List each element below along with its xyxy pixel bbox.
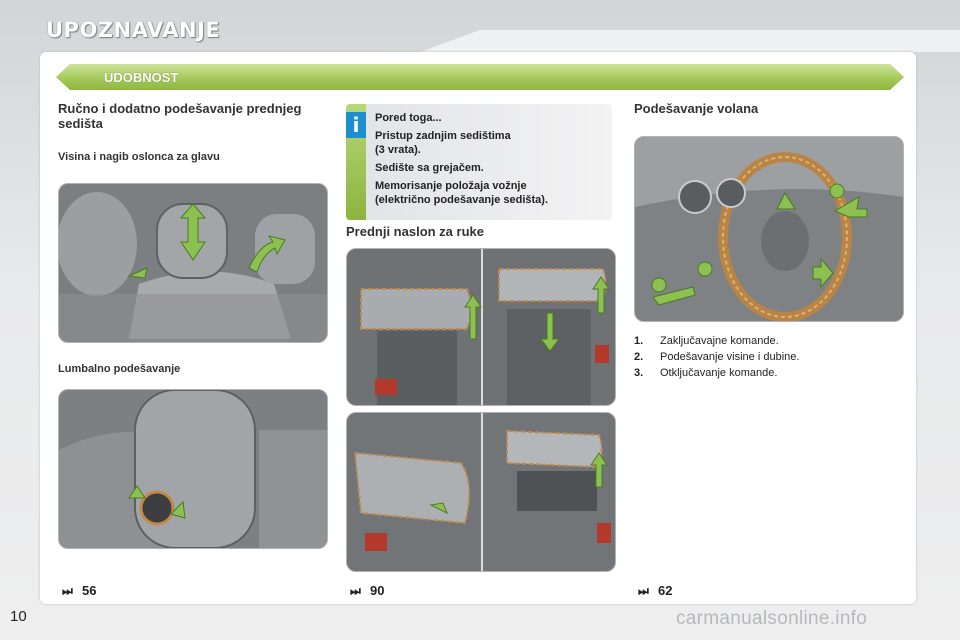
legend-item — [634, 350, 799, 364]
steering-illustration — [635, 137, 903, 321]
steering-photo — [634, 136, 904, 322]
armrest-illustration-bottom — [347, 413, 615, 571]
page-link-icon: ⏭ — [62, 584, 73, 598]
ref-56[interactable] — [62, 583, 96, 599]
legend-number: 1. — [634, 335, 644, 347]
legend-text: Podešavanje visine i dubine. — [660, 351, 800, 363]
ref-90-label: 90 — [370, 583, 385, 598]
armrest-photo-top — [346, 248, 616, 406]
info-title: Pored toga... — [375, 112, 442, 124]
headrest-illustration — [59, 184, 327, 342]
page-title: UPOZNAVANJE — [46, 18, 221, 42]
info-line: (električno podešavanje sedišta). — [375, 194, 549, 206]
section-title: UDOBNOST — [104, 70, 179, 85]
section-bar — [56, 64, 904, 90]
headrest-photo — [58, 183, 328, 343]
lumbar-subheading: Lumbalno podešavanje — [58, 363, 181, 375]
seat-adjust-heading: Ručno i dodatno podešavanje prednjeg sedišta — [58, 101, 302, 131]
armrest-photo-bottom — [346, 412, 616, 572]
info-line: Sedište sa grejačem. — [375, 162, 484, 174]
info-line: Memorisanje položaja vožnje — [375, 180, 527, 192]
armrest-illustration-top — [347, 249, 615, 405]
watermark: carmanualsonline.info — [676, 608, 868, 629]
ref-62[interactable] — [638, 583, 672, 599]
legend-item — [634, 334, 779, 348]
page-link-icon: ⏭ — [638, 584, 649, 598]
legend-number: 3. — [634, 367, 644, 379]
legend-text: Zaključavajne komande. — [660, 335, 779, 347]
page-link-icon: ⏭ — [350, 584, 361, 598]
lumbar-photo — [58, 389, 328, 549]
page-number: 10 — [10, 608, 27, 625]
info-icon: i — [346, 112, 366, 138]
info-line: Pristup zadnjim sedištima — [375, 130, 511, 142]
legend-number: 2. — [634, 351, 644, 363]
armrest-heading: Prednji naslon za ruke — [346, 224, 484, 239]
ref-90[interactable] — [350, 583, 384, 599]
steering-heading: Podešavanje volana — [634, 101, 759, 116]
lumbar-illustration — [59, 390, 327, 548]
ref-56-label: 56 — [82, 583, 97, 598]
headrest-subheading: Visina i nagib oslonca za glavu — [58, 151, 220, 163]
ref-62-label: 62 — [658, 583, 673, 598]
legend-item — [634, 366, 777, 380]
info-line: (3 vrata). — [375, 144, 421, 156]
header-tab-shape — [420, 30, 960, 52]
legend-text: Otključavanje komande. — [660, 367, 778, 379]
